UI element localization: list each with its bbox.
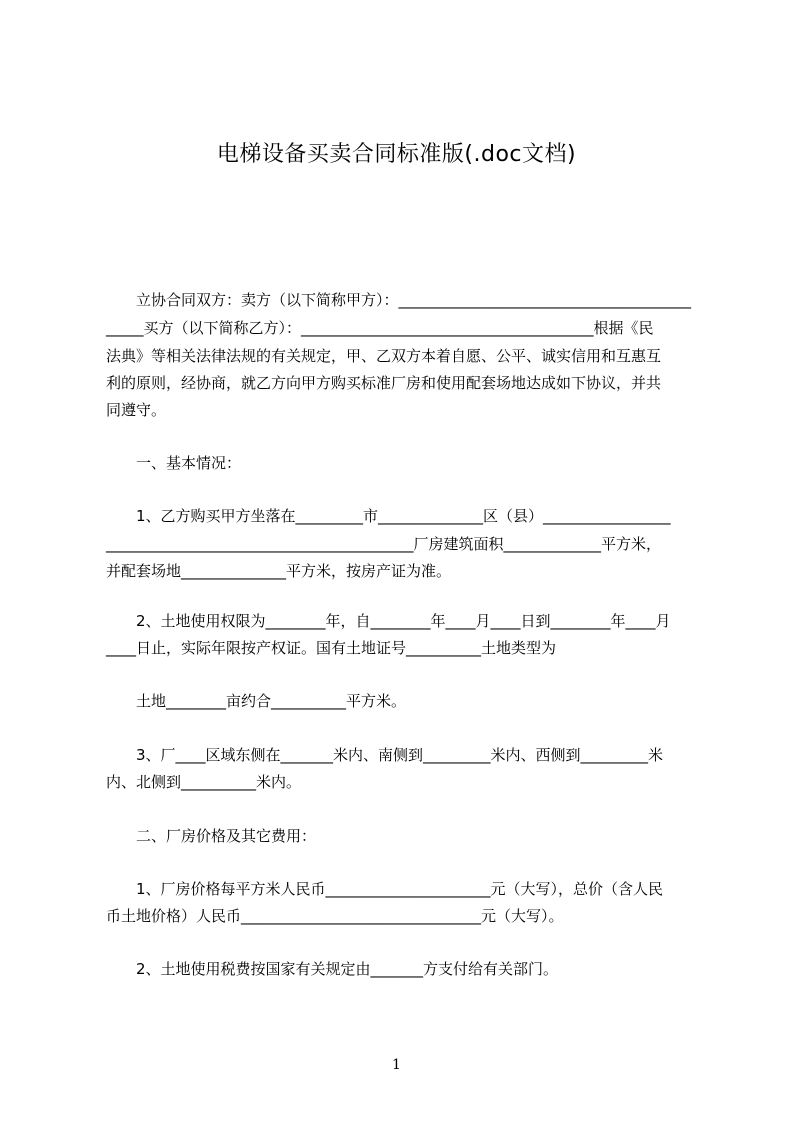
page-number: 1 [392, 1057, 401, 1073]
price-clause-1-line-2: 币土地价格）人民币________________________________元（大写）。 [106, 907, 564, 925]
section-heading-price: 二、厂房价格及其它费用： [106, 827, 317, 845]
clause-1-line-2: _________________________________________厂房建筑面积_____________平方米， [106, 535, 662, 553]
clause-2-line-3: 土地________亩约合__________平方米。 [106, 692, 407, 710]
clause-2-line-1: 2、土地使用权限为________年，自________年____月____日到________年____月 [106, 612, 671, 630]
clause-3-line-2: 内、北侧到__________米内。 [106, 773, 302, 791]
price-clause-2-line-1: 2、土地使用税费按国家有关规定由_______方支付给有关部门。 [106, 960, 559, 978]
clause-2-line-2: ____日止，实际年限按产权证。国有土地证号__________土地类型为 [106, 639, 557, 657]
document-title: 电梯设备买卖合同标准版(.doc文档) [216, 142, 577, 167]
clause-1-line-1: 1、乙方购买甲方坐落在_________市______________区（县）_________________ [106, 507, 671, 525]
clause-3-line-1: 3、厂____区域东侧在_______米内、南侧到_________米内、西侧到_________米 [106, 746, 664, 764]
preamble-line-2: 利的原则，经协商，就乙方向甲方购买标准厂房和使用配套场地达成如下协议，并共 [106, 374, 662, 392]
preamble-line-1: 法典》等相关法律法规的有关规定，甲、乙双方本着自愿、公平、诚实信用和互惠互 [106, 347, 662, 365]
price-clause-1-line-1: 1、厂房价格每平方米人民币______________________元（大写），总价（含人民 [106, 880, 664, 898]
clause-1-line-3: 并配套场地______________平方米，按房产证为准。 [106, 562, 452, 580]
section-heading-basic: 一、基本情况： [106, 454, 242, 472]
party-b-line: _____买方（以下简称乙方）：_______________________________________根据《民 [106, 319, 654, 337]
party-a-line: 立协合同双方：卖方（以下简称甲方）：_______________________________________ [106, 291, 692, 309]
preamble-line-3: 同遵守。 [106, 401, 167, 419]
